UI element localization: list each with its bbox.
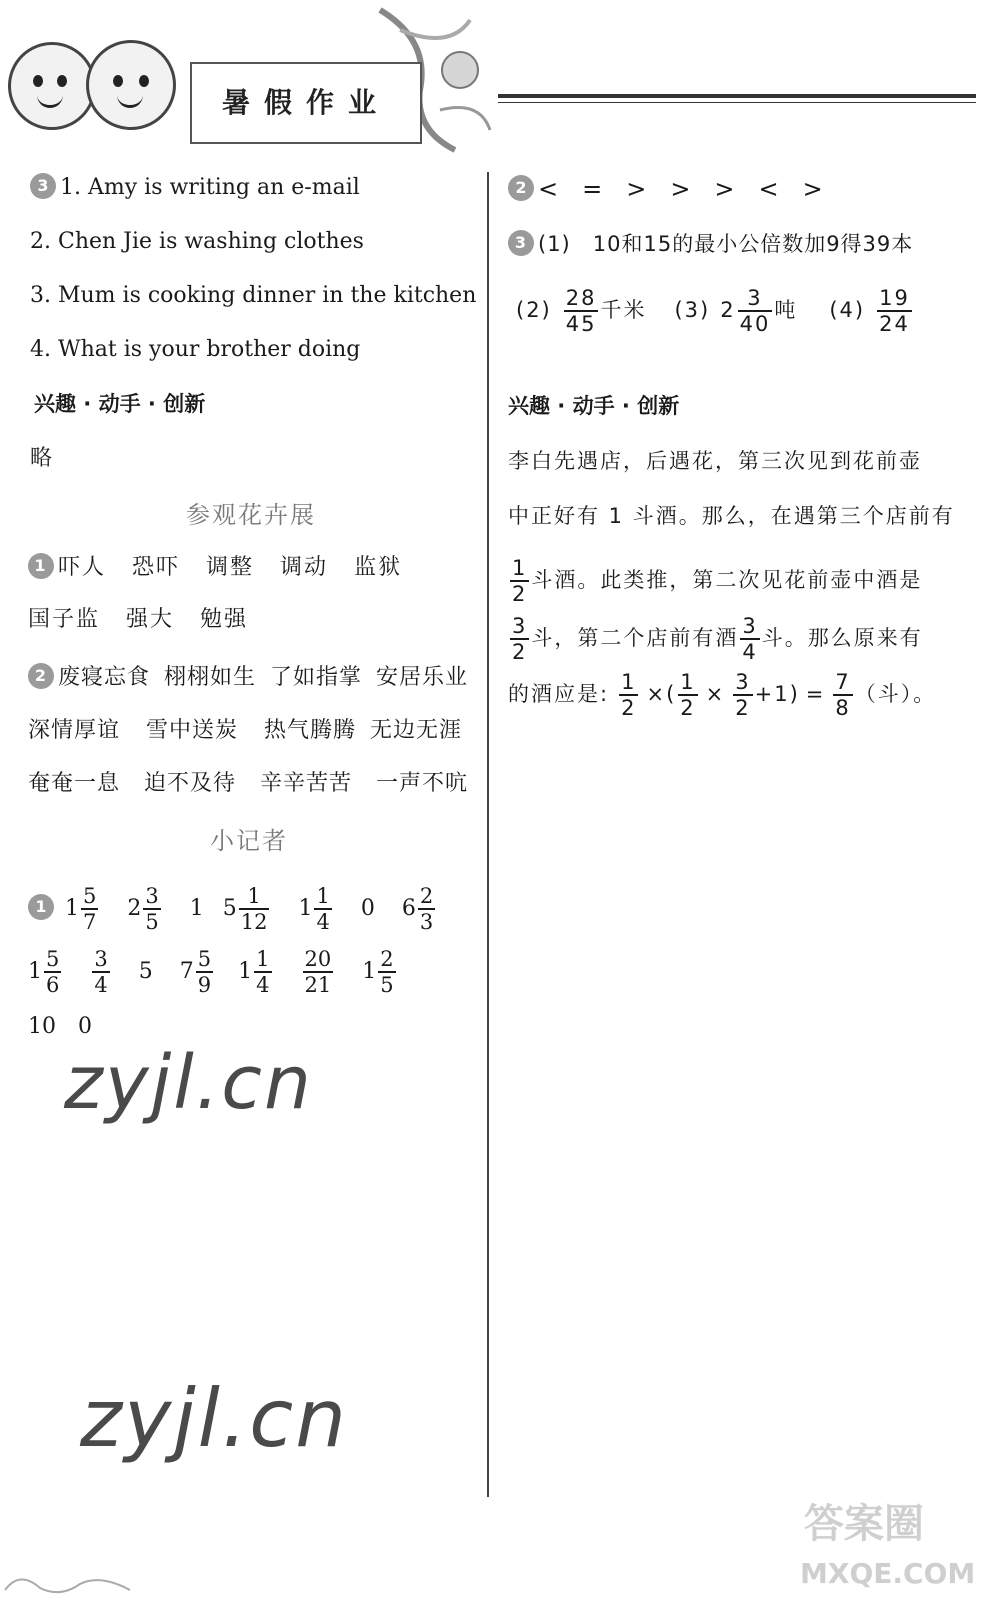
reporter-row-1 — [28, 884, 437, 940]
mixed-number: 1 $\frac{1}{4}$ — [298, 884, 330, 934]
fraction: $\frac{3}{2}$ — [512, 614, 528, 664]
question-badge: 1 — [28, 553, 54, 579]
whole-number: 1 — [189, 896, 204, 921]
reporter-row-3: 10 0 — [28, 1014, 92, 1039]
corner-watermark: 答案圈 MXQE.COM — [800, 1501, 976, 1590]
mixed-number: 5 $\frac{1}{12}$ — [222, 884, 268, 934]
header-rule-thin — [498, 102, 976, 103]
title-box — [190, 62, 422, 144]
question-badge: 3 — [508, 230, 534, 256]
question-badge: 2 — [508, 175, 534, 201]
english-line-4: 4. What is your brother doing — [30, 337, 361, 362]
mixed-number: 6 $\frac{2}{3}$ — [401, 884, 434, 934]
mascot-right — [86, 40, 176, 130]
flower-q1-row2: 国子监 强大 勉强 — [28, 607, 249, 632]
mascot-left — [8, 42, 96, 130]
story-line-5: 的酒应是: $\frac{1}{2}$ ×( $\frac{1}{2}$ × $\frac{3}{2}$ +1) = $\frac{7}{8}$ （斗）。 — [508, 670, 937, 720]
reporter-row-2 — [28, 947, 398, 1003]
whole-number: 5 — [138, 959, 153, 984]
flower-q2-row1: 2 废寝忘食 栩栩如生 了如指掌 安居乐业 — [28, 663, 468, 693]
flower-q2-row2: 深情厚谊 雪中送炭 热气腾腾 无边无涯 — [28, 718, 463, 743]
fraction: $\frac{20}{21}$ — [304, 947, 332, 997]
header-rule-thick — [498, 94, 976, 98]
english-line-3: 3. Mum is cooking dinner in the kitchen — [30, 283, 477, 308]
whole-number: 0 — [360, 896, 375, 921]
fraction: $\frac{28}{45}$ — [565, 286, 597, 336]
mixed-number: 1 $\frac{2}{5}$ — [362, 947, 394, 997]
story-line-1: 李白先遇店，后遇花，第三次见到花前壶 — [508, 449, 922, 473]
mixed-number: 7 $\frac{5}{9}$ — [179, 947, 212, 997]
omit-answer: 略 — [30, 446, 55, 471]
story-line-3: $\frac{1}{2}$ 斗酒。此类推，第二次见花前壶中酒是 — [512, 556, 923, 606]
story-line-2: 中正好有 1 斗酒。那么，在遇第三个店前有 — [508, 504, 955, 528]
flower-q2-row3: 奄奄一息 迫不及待 辛辛苦苦 一声不吭 — [28, 771, 469, 796]
compare-symbols: 2 < = > > > < > — [508, 174, 823, 204]
interest-heading-right: 兴趣 · 动手 · 创新 — [508, 394, 680, 418]
fraction: $\frac{1}{2}$ — [621, 670, 637, 720]
fraction: $\frac{3}{4}$ — [94, 947, 108, 997]
mixed-number: 1 $\frac{1}{4}$ — [238, 947, 270, 997]
fraction: $\frac{3}{2}$ — [735, 670, 751, 720]
question-badge: 3 — [30, 173, 56, 199]
question-badge: 1 — [28, 894, 54, 920]
story-line-4: $\frac{3}{2}$ 斗，第二个店前有酒 $\frac{3}{4}$ 斗。那么原来有 — [512, 614, 923, 664]
fraction: $\frac{1}{2}$ — [512, 556, 528, 606]
flower-q1-row1: 1 吓人 恐吓 调整 调动 监狱 — [28, 553, 402, 583]
fraction: $\frac{3}{40}$ — [739, 286, 771, 336]
mixed-number: 2 $\frac{3}{5}$ — [127, 884, 159, 934]
mixed-number: 1 $\frac{5}{6}$ — [28, 947, 60, 997]
fraction: $\frac{3}{4}$ — [742, 614, 758, 664]
page-title: 暑假作业 — [221, 86, 390, 119]
right-q3-line1: 3 (1) 10和15的最小公倍数加9得39本 — [508, 229, 913, 259]
interest-heading-left: 兴趣 · 动手 · 创新 — [34, 392, 206, 416]
corner-decoration — [0, 1560, 140, 1600]
right-q3-line2: (2) $\frac{28}{45}$ 千米 (3) 2 $\frac{3}{40}$ 吨 (4) $\frac{19}{24}$ — [516, 286, 910, 336]
watermark-text: zyjl.cn — [64, 1040, 313, 1126]
section-title-reporter: 小记者 — [210, 827, 288, 855]
fraction: $\frac{19}{24}$ — [879, 286, 910, 336]
column-divider — [487, 172, 489, 1497]
question-badge: 2 — [28, 663, 54, 689]
fraction: $\frac{7}{8}$ — [835, 670, 851, 720]
section-title-flower: 参观花卉展 — [186, 501, 316, 529]
watermark-text: zyjl.cn — [80, 1372, 348, 1465]
fraction: $\frac{1}{2}$ — [680, 670, 696, 720]
english-line-1: 3 1. Amy is writing an e-mail — [30, 173, 360, 203]
mixed-number: 1 $\frac{5}{7}$ — [65, 884, 97, 934]
english-line-2: 2. Chen Jie is washing clothes — [30, 229, 364, 254]
